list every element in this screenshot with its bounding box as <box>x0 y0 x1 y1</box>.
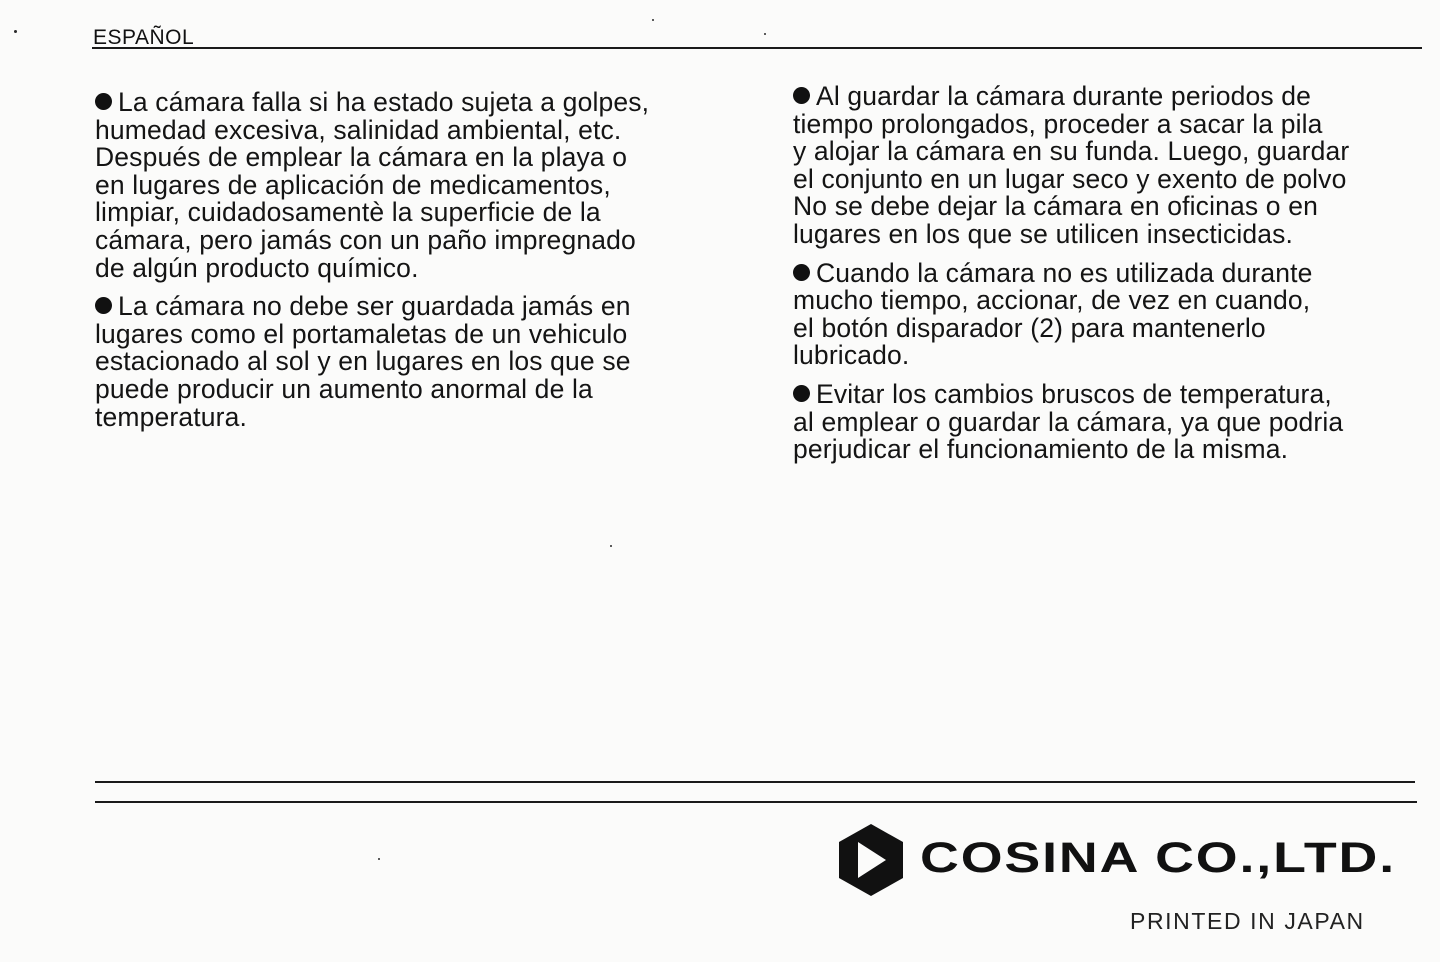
bullet-icon <box>793 87 810 104</box>
section-language-label: ESPAÑOL <box>93 26 195 49</box>
bullet-icon <box>95 93 112 110</box>
paragraph-text: La cámara no debe ser guardada jamás en lugares como el portamaletas de un vehiculo estacionado al sol y en lugares en los que se puede producir un aumento anormal de la temperatura. <box>95 291 631 432</box>
paragraph <box>793 378 1433 465</box>
paragraph <box>95 89 735 282</box>
paragraph <box>793 83 1433 249</box>
bullet-icon <box>95 297 112 314</box>
company-name: COSINA CO.,LTD. <box>920 834 1397 882</box>
bullet-icon <box>793 264 810 281</box>
printed-in-label: PRINTED IN JAPAN <box>1130 908 1365 934</box>
scan-speck <box>378 858 380 860</box>
scan-speck <box>764 33 766 35</box>
paragraph <box>95 293 735 431</box>
footer-divider-top <box>95 781 1415 783</box>
paragraph-text: La cámara falla si ha estado sujeta a golpes, humedad excesiva, salinidad ambiental, etc. Después de emplear la cámara en la playa o en lugares de aplicación de medicamentos, limpiar, cuidadosamentè la superficie de la cámara, pero jamás con un paño impregnado de algún producto químico. <box>95 87 650 283</box>
bullet-icon <box>793 385 810 402</box>
paragraph <box>793 257 1433 371</box>
footer-divider-bottom <box>95 801 1417 803</box>
paragraph-text: Evitar los cambios bruscos de temperatura, al emplear o guardar la cámara, ya que podria perjudicar el funcionamiento de la misma. <box>793 378 1344 465</box>
right-column <box>793 83 1433 475</box>
scan-speck <box>610 545 612 547</box>
paragraph-text: Al guardar la cámara durante periodos de tiempo prolongados, proceder a sacar la pila y alojar la cámara en su funda. Luego, guardar el conjunto en un lugar seco y exento de polvo No se debe dejar la cámara en oficinas o en lugares en los que se utilicen insecticidas. <box>793 81 1350 249</box>
cosina-hexagon-logo-icon <box>836 822 906 898</box>
scan-speck <box>652 19 654 21</box>
paragraph-text: Cuando la cámara no es utilizada durante mucho tiempo, accionar, de vez en cuando, el botón disparador (2) para mantenerlo lubricado. <box>793 257 1313 371</box>
scan-speck <box>14 30 17 33</box>
left-column <box>95 89 735 442</box>
header-divider <box>92 47 1422 49</box>
